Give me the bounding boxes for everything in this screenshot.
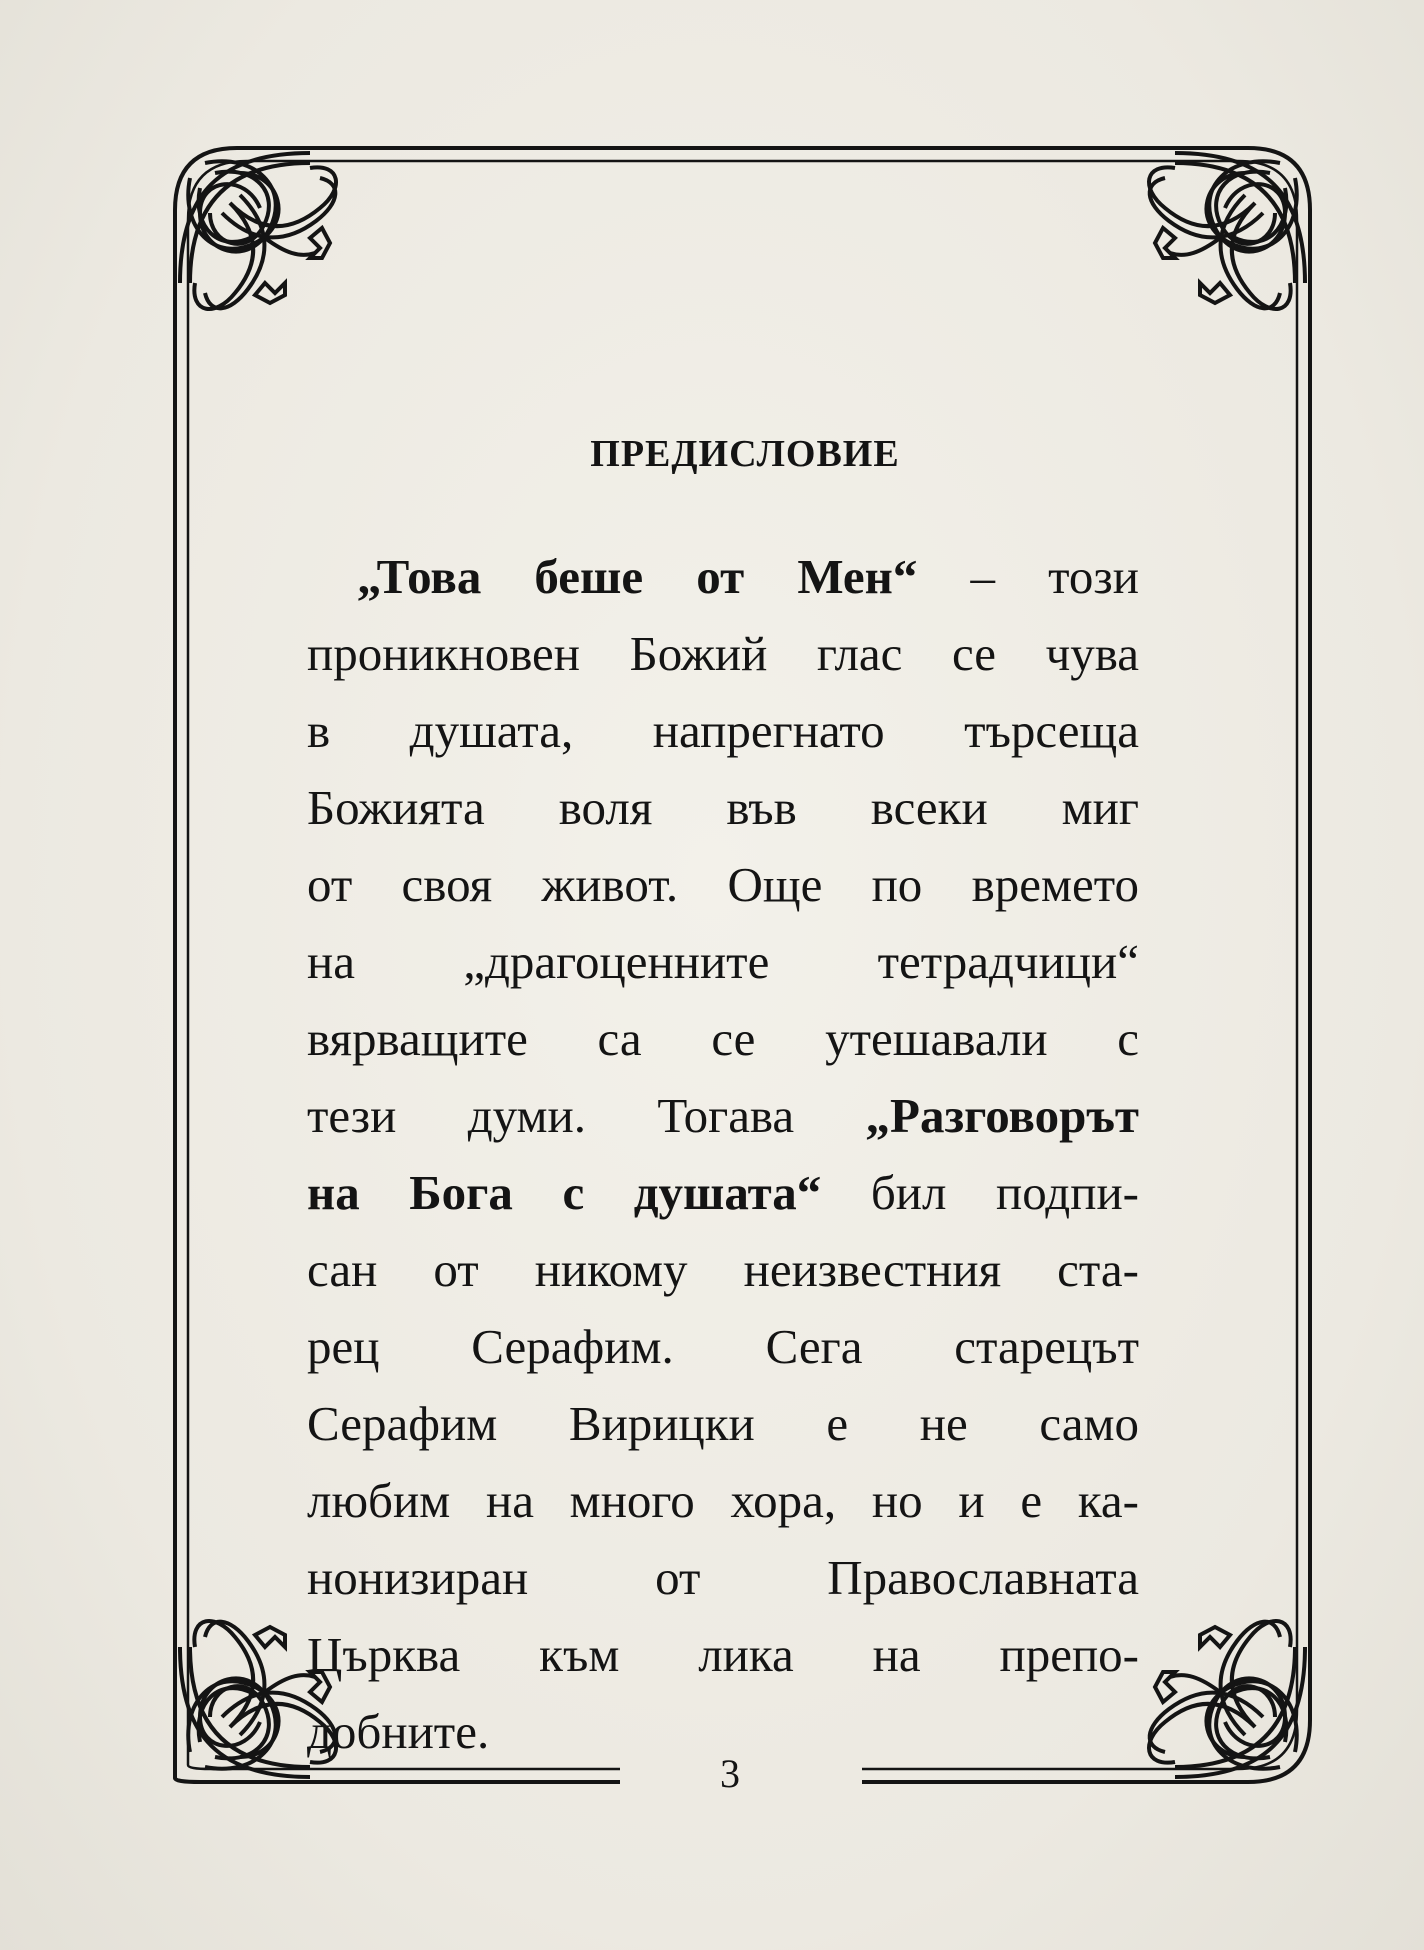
text-run: – този bbox=[917, 549, 1139, 604]
text-run: тези думи. Тогава bbox=[307, 1088, 866, 1143]
text-run: сан от никому неизвестния ста- bbox=[307, 1242, 1139, 1297]
page-number: 3 bbox=[720, 1751, 740, 1796]
text-run: любим на много хора, но и е ка- bbox=[307, 1473, 1139, 1528]
text-line bbox=[307, 1462, 1139, 1539]
text-run: Църква към лика на препо- bbox=[307, 1627, 1139, 1682]
text-run: на „драгоценните тетрадчици“ bbox=[307, 934, 1139, 989]
text-run: добните. bbox=[307, 1704, 490, 1759]
text-line bbox=[307, 1616, 1139, 1693]
preface-paragraph bbox=[307, 538, 1139, 1770]
text-line bbox=[307, 1000, 1139, 1077]
text-run: Божията воля във всеки миг bbox=[307, 780, 1139, 835]
text-line bbox=[307, 692, 1139, 769]
text-line bbox=[307, 769, 1139, 846]
text-line bbox=[307, 538, 1139, 615]
text-run: рец Серафим. Сега старецът bbox=[307, 1319, 1139, 1374]
bold-phrase: „Това беше от Мен“ bbox=[357, 549, 918, 604]
text-line bbox=[307, 1385, 1139, 1462]
bold-phrase: „Разговорът bbox=[865, 1088, 1139, 1143]
text-run: проникновен Божий глас се чува bbox=[307, 626, 1139, 681]
text-line bbox=[307, 1231, 1139, 1308]
text-run: нонизиран от Православната bbox=[307, 1550, 1139, 1605]
text-line bbox=[307, 923, 1139, 1000]
text-run: от своя живот. Още по времето bbox=[307, 857, 1139, 912]
text-line bbox=[307, 846, 1139, 923]
page-title: ПРЕДИСЛОВИЕ bbox=[590, 433, 900, 475]
text-line bbox=[307, 1154, 1139, 1231]
bold-phrase: на Бога с душата“ bbox=[307, 1165, 822, 1220]
text-run: бил подпи- bbox=[821, 1165, 1139, 1220]
text-run: вярващите са се утешавали с bbox=[307, 1011, 1139, 1066]
text-line bbox=[307, 1539, 1139, 1616]
text-run: в душата, напрегнато търсеща bbox=[307, 703, 1139, 758]
text-run: Серафим Вирицки е не само bbox=[307, 1396, 1139, 1451]
text-line bbox=[307, 1308, 1139, 1385]
text-line bbox=[307, 615, 1139, 692]
text-line bbox=[307, 1077, 1139, 1154]
